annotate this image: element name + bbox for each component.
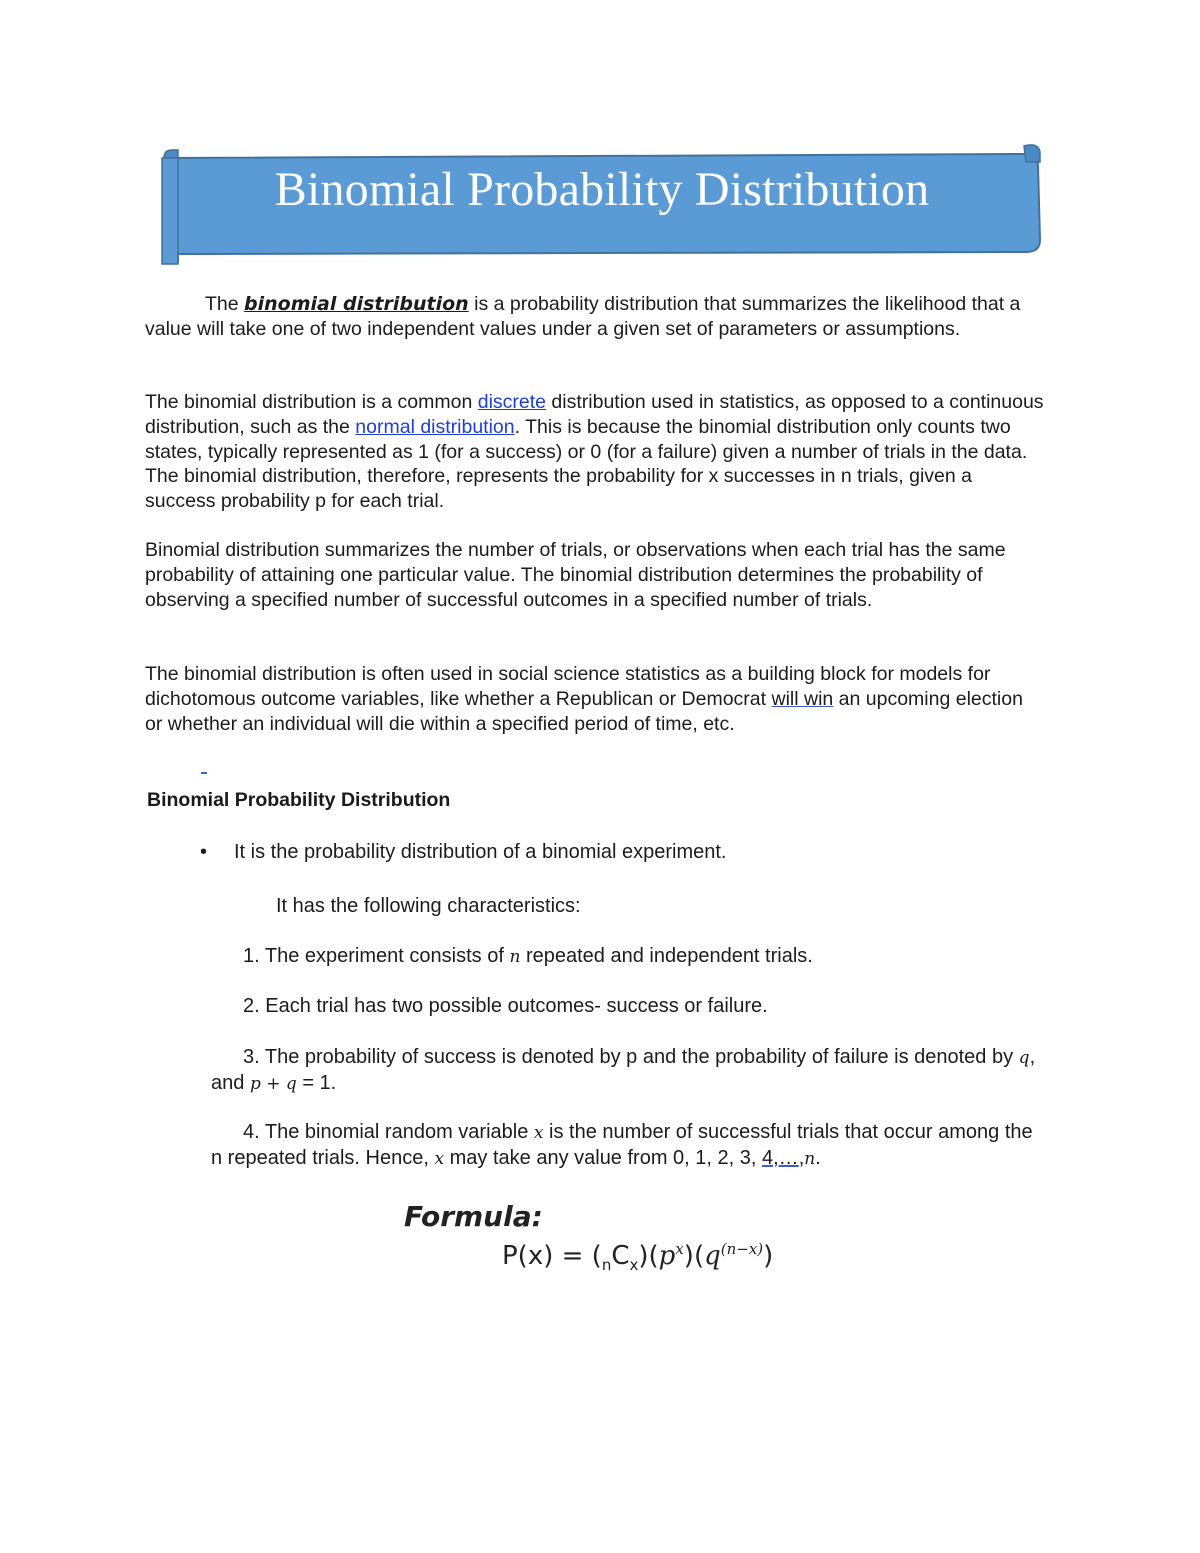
formula-var: p xyxy=(658,1241,676,1271)
formula-part: )( xyxy=(683,1241,705,1271)
text-run: . This is because the binomial distribution only counts two states, typically represented as 1 (for a success) or 0 (for a failure) given a number of trials in the data. The binomial distribution, therefore, represents the probability for x successes in n trials, given a success probability p for each trial. xyxy=(145,415,1028,513)
grammar-underline: 4,… xyxy=(762,1147,799,1169)
bullet-item xyxy=(200,841,726,864)
text-run: The binomial distribution is often used in social science statistics as a building block for models for dichotomous outcome variables, like whether a Republican or Democrat xyxy=(145,663,991,710)
text-run: 4. The binomial random variable xyxy=(243,1121,534,1143)
formula-sup: x xyxy=(675,1240,684,1258)
text-run: The xyxy=(205,293,245,315)
math-expr: p + q xyxy=(249,1074,297,1094)
discrete-paragraph xyxy=(145,390,1045,514)
formula-label: Formula: xyxy=(404,1200,543,1233)
formula-sup: (n−x) xyxy=(720,1240,764,1258)
characteristic-item-2: 2. Each trial has two possible outcomes- success or failure. xyxy=(243,995,768,1017)
term-binomial-distribution: binomial distribution xyxy=(244,293,469,315)
title-banner xyxy=(160,140,1044,268)
text-run: an upcoming election or whether an individual will die within a specified period of time, etc. xyxy=(145,687,1023,735)
formula-sub: n xyxy=(601,1256,612,1274)
text-run: 1. The experiment consists of xyxy=(243,945,510,967)
characteristics-intro: It has the following characteristics: xyxy=(276,895,581,917)
bullet-text: It is the probability distribution of a binomial experiment. xyxy=(234,841,727,863)
characteristic-item-1 xyxy=(243,944,813,970)
characteristic-item-4 xyxy=(211,1120,1041,1172)
math-var: x xyxy=(434,1149,445,1169)
formula-sub: x xyxy=(629,1256,639,1274)
text-run: may take any value from 0, 1, 2, 3, xyxy=(444,1147,762,1169)
summary-paragraph: Binomial distribution summarizes the number of trials, or observations when each trial has the same probability of attaining one particular value. The binomial distribution determines the probability of observing a specified number of successful outcomes in a specified number of trials. xyxy=(145,539,1006,611)
characteristic-item-3 xyxy=(211,1045,1041,1097)
text-run: . xyxy=(815,1147,821,1169)
section-heading: Binomial Probability Distribution xyxy=(147,789,451,811)
cursor-mark xyxy=(201,772,207,774)
text-run: is the number of successful trials that occur among the n repeated trials. Hence, xyxy=(211,1121,1033,1169)
intro-paragraph xyxy=(145,292,1045,342)
link-normal-distribution[interactable]: normal distribution xyxy=(355,415,515,438)
formula-var: q xyxy=(704,1241,721,1271)
link-discrete[interactable]: discrete xyxy=(477,391,547,413)
text-run: 3. The probability of success is denoted by p and the probability of failure is denoted by xyxy=(243,1046,1019,1068)
formula-part: )( xyxy=(638,1241,659,1271)
bullet-icon: • xyxy=(200,841,208,863)
text-run: , xyxy=(798,1147,805,1169)
text-run: The binomial distribution is a common xyxy=(145,391,478,413)
formula-part: P(x) = ( xyxy=(502,1241,602,1271)
binomial-formula xyxy=(502,1240,773,1274)
grammar-underline: will win xyxy=(771,687,834,710)
banner-title: Binomial Probability Distribution xyxy=(274,163,930,216)
text-run: distribution used in statistics, as opposed to a continuous distribution, such as the xyxy=(145,391,1044,438)
formula-part: ) xyxy=(763,1241,774,1271)
math-var: n xyxy=(804,1149,816,1169)
usage-paragraph xyxy=(145,662,1045,736)
math-var: x xyxy=(533,1123,544,1143)
text-run: = 1. xyxy=(296,1072,337,1094)
text-run: repeated and independent trials. xyxy=(520,945,813,967)
formula-part: C xyxy=(611,1241,630,1271)
math-var: q xyxy=(1018,1048,1030,1068)
text-run: , and xyxy=(211,1046,1036,1094)
math-var: n xyxy=(509,947,521,967)
text-run: is a probability distribution that summarizes the likelihood that a value will take one of two independent values under a given set of parameters or assumptions. xyxy=(145,293,1021,340)
